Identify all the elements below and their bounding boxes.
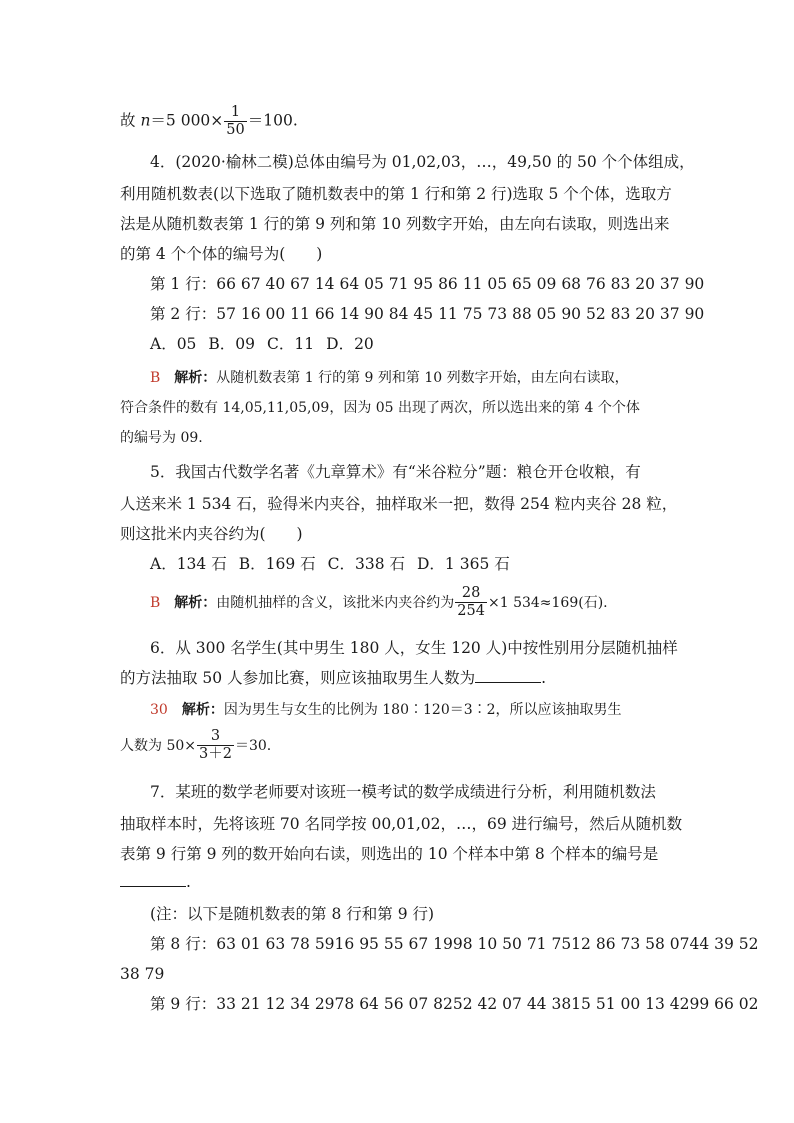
q4-analysis-line-1 bbox=[150, 368, 629, 388]
q6-answer-key: 30 bbox=[150, 702, 168, 718]
variable-n: n bbox=[140, 111, 151, 130]
q5-options bbox=[150, 554, 522, 574]
q5-line-3: 则这批米内夹谷约为( ) bbox=[120, 525, 303, 543]
q4-analysis-line-3: 的编号为 09. bbox=[120, 430, 203, 446]
text: 人数为 50× bbox=[120, 737, 196, 754]
answer-blank bbox=[475, 668, 541, 683]
q6-line-2 bbox=[120, 668, 546, 688]
fraction-numerator: 28 bbox=[455, 585, 487, 603]
q5-analysis-text: 由随机抽样的含义，该批米内夹谷约为 bbox=[216, 594, 455, 611]
answer-blank bbox=[120, 872, 186, 887]
q4-analysis-text: 从随机数表第 1 行的第 9 列和第 10 列数字开始，由左向右读取， bbox=[216, 370, 629, 386]
q5-analysis-line bbox=[150, 585, 608, 620]
fraction-denominator: 254 bbox=[457, 603, 485, 619]
q7-note: (注：以下是随机数表的第 8 行和第 9 行) bbox=[150, 905, 435, 923]
text: 的方法抽取 50 人参加比赛，则应该抽取男生人数为 bbox=[120, 669, 476, 687]
q4-line-4: 的第 4 个个体的编号为( ) bbox=[120, 245, 323, 263]
q4-random-row-2: 第 2 行：57 16 00 11 66 14 90 84 45 11 75 73 88 05 90 52 83 20 37 90 bbox=[150, 305, 705, 323]
q4-option-b: B．09 bbox=[208, 335, 256, 353]
q4-option-a: A．05 bbox=[150, 335, 197, 353]
text: ＝100. bbox=[247, 111, 298, 130]
q6-analysis-text: 因为男生与女生的比例为 180∶120＝3∶2，所以应该抽取男生 bbox=[223, 702, 622, 718]
q6-line-1: 6．从 300 名学生(其中男生 180 人，女生 120 人)中按性别用分层随机抽样 bbox=[150, 639, 678, 657]
fraction-denominator: 3＋2 bbox=[199, 746, 232, 762]
q7-line-4 bbox=[120, 872, 191, 892]
q5-analysis-result: ×1 534≈169(石). bbox=[487, 594, 608, 611]
q4-answer-key: B bbox=[150, 370, 161, 386]
fraction-numerator: 1 bbox=[224, 104, 246, 122]
text: . bbox=[186, 873, 191, 891]
q5-answer-key: B bbox=[150, 594, 161, 611]
q5-option-c: C．338 石 bbox=[327, 555, 405, 573]
q6-analysis-line-2 bbox=[120, 728, 271, 763]
q5-line-1: 5．我国古代数学名著《九章算术》有“米谷粒分”题：粮仓开仓收粮，有 bbox=[150, 463, 641, 481]
fraction bbox=[224, 104, 246, 139]
q7-random-row-9: 第 9 行：33 21 12 34 2978 64 56 07 8252 42 07 44 3815 51 00 13 4299 66 02 bbox=[150, 995, 759, 1013]
q4-line-1: 4．(2020·榆林二模)总体由编号为 01,02,03，…，49,50 的 50 个个体组成， bbox=[150, 153, 695, 171]
q5-option-b: B．169 石 bbox=[238, 555, 316, 573]
q4-options bbox=[150, 334, 386, 354]
q4-option-d: D．20 bbox=[326, 335, 374, 353]
q4-analysis-line-2: 符合条件的数有 14,05,11,05,09，因为 05 出现了两次，所以选出来的第 4 个个体 bbox=[120, 400, 640, 416]
q5-option-d: D．1 365 石 bbox=[417, 555, 510, 573]
q5-option-a: A．134 石 bbox=[150, 555, 227, 573]
q7-line-2: 抽取样本时，先将该班 70 名同学按 00,01,02，…，69 进行编号，然后从随机数 bbox=[120, 815, 683, 833]
q6-analysis-line-1 bbox=[150, 700, 622, 720]
fraction-numerator: 3 bbox=[197, 728, 234, 746]
q7-line-3: 表第 9 行第 9 列的数开始向右读，则选出的 10 个样本中第 8 个样本的编号是 bbox=[120, 845, 659, 863]
analysis-label: 解析： bbox=[174, 594, 217, 611]
text: 故 bbox=[120, 111, 141, 130]
text: ＝30. bbox=[234, 737, 272, 754]
fraction bbox=[455, 585, 487, 620]
q4-line-3: 法是从随机数表第 1 行的第 9 列和第 10 列数字开始，由左向右读取，则选出来 bbox=[120, 215, 670, 233]
q4-random-row-1: 第 1 行：66 67 40 67 14 64 05 71 95 86 11 05 65 09 68 76 83 20 37 90 bbox=[150, 275, 705, 293]
text: . bbox=[541, 669, 547, 687]
q4-line-2: 利用随机数表(以下选取了随机数表中的第 1 行和第 2 行)选取 5 个个体，选取方 bbox=[120, 185, 672, 203]
q4-option-c: C．11 bbox=[267, 335, 315, 353]
q5-line-2: 人送来米 1 534 石，验得米内夹谷，抽样取米一把，数得 254 粒内夹谷 28 粒， bbox=[120, 495, 678, 513]
q7-random-row-8-cont: 38 79 bbox=[120, 965, 165, 983]
analysis-label: 解析： bbox=[174, 370, 217, 386]
q7-line-1: 7．某班的数学老师要对该班一模考试的数学成绩进行分析，利用随机数法 bbox=[150, 783, 656, 801]
fraction-denominator: 50 bbox=[226, 122, 245, 138]
prev-conclusion-line bbox=[120, 104, 298, 139]
text: ＝5 000× bbox=[150, 111, 224, 130]
analysis-label: 解析： bbox=[181, 702, 224, 718]
q7-random-row-8: 第 8 行：63 01 63 78 5916 95 55 67 1998 10 50 71 7512 86 73 58 0744 39 52 bbox=[150, 935, 759, 953]
fraction bbox=[197, 728, 234, 763]
